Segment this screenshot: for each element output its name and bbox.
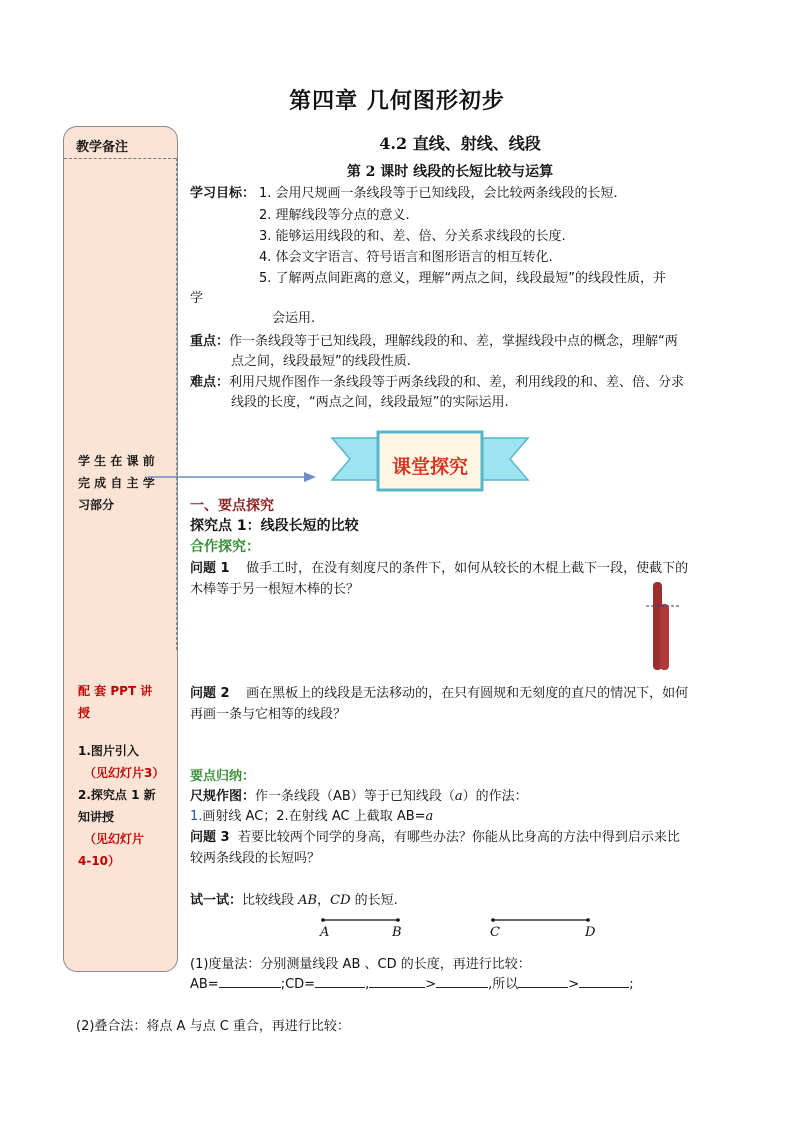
- column-divider: [176, 158, 177, 650]
- point-c-label: C: [490, 925, 500, 940]
- answer-blank[interactable]: [219, 974, 281, 988]
- method-measure: (1)度量法：分别测量线段 AB 、CD 的长度，再进行比较：: [190, 957, 531, 972]
- segment-cd: [488, 915, 598, 925]
- key-point: [190, 330, 678, 349]
- blank-label: ,所以: [488, 977, 519, 992]
- key-point-text: 作一条线段等于已知线段，理解线段的和、差，掌握线段中点的概念，理解“两: [229, 334, 678, 349]
- summary-heading: 要点归纳：: [190, 769, 256, 784]
- method-measure-blanks: [190, 973, 634, 992]
- sidebar-item-line: 1.图片引入: [78, 744, 139, 758]
- construction-label: 尺规作图：: [190, 789, 256, 804]
- sidebar-ppt-line: 授: [78, 706, 91, 720]
- chapter-title: 第四章 几何图形初步: [289, 88, 505, 114]
- answer-blank[interactable]: [436, 974, 488, 988]
- construction-text: ）的作法：: [462, 789, 528, 804]
- question-2: [190, 682, 688, 701]
- lesson-title: 第 2 课时 线段的长短比较与运算: [346, 164, 554, 180]
- sidebar-note-line: 学 生 在 课 前: [78, 454, 155, 468]
- sidebar-ppt-item-1: [78, 740, 164, 784]
- point-b-label: B: [392, 925, 402, 940]
- question-2-label: 问题 2: [190, 686, 230, 701]
- goal-item: 3. 能够运用线段的和、差、倍、分关系求线段的长度.: [259, 229, 566, 244]
- sidebar-divider: [64, 158, 176, 159]
- sidebar-item-line: 知讲授: [78, 810, 115, 824]
- arrow-icon: [148, 470, 318, 484]
- sidebar-item-line: （见幻灯片3）: [84, 766, 165, 780]
- try-label: 试一试：: [190, 893, 243, 908]
- section-title: 4.2 直线、射线、线段: [379, 134, 541, 153]
- answer-blank[interactable]: [579, 974, 629, 988]
- construction-method: [190, 785, 528, 804]
- goal-item: 2. 理解线段等分点的意义.: [259, 208, 410, 223]
- blank-label: ,: [365, 977, 370, 992]
- question-3: [190, 826, 680, 845]
- answer-blank[interactable]: [315, 974, 365, 988]
- try-text: 比较线段: [242, 893, 299, 908]
- wooden-sticks-icon: [644, 578, 684, 672]
- method-overlap: (2)叠合法：将点 A 与点 C 重合，再进行比较：: [76, 1019, 350, 1034]
- construction-steps: [190, 805, 433, 824]
- question-3-text: 较两条线段的长短吗？: [190, 851, 321, 866]
- point-d-label: D: [585, 925, 596, 940]
- sidebar-item-line: （见幻灯片: [84, 832, 145, 846]
- sidebar-ppt-title: [78, 680, 152, 724]
- construction-text: 作一条线段（AB）等于已知线段（: [255, 789, 455, 804]
- goal-wrap: 会运用.: [272, 311, 316, 326]
- construction-var: a: [454, 789, 463, 804]
- answer-blank[interactable]: [518, 974, 568, 988]
- sidebar-note-self-study: [78, 450, 155, 516]
- construction-step: 画射线 AC；2.在射线 AC 上截取 AB=: [202, 809, 426, 824]
- difficult-point: [190, 371, 684, 390]
- goal-item: 5. 了解两点间距离的意义，理解“两点之间，线段最短”的线段性质，并: [259, 271, 667, 286]
- key-point-text: 点之间，线段最短”的线段性质.: [231, 354, 411, 369]
- question-1: [190, 557, 688, 576]
- sidebar-item-line: 4-10）: [78, 854, 121, 868]
- sidebar-note-line: 习部分: [78, 498, 115, 512]
- part-heading: 一、要点探究: [190, 498, 274, 514]
- question-2-text: 画在黑板上的线段是无法移动的，在只有圆规和无刻度的直尺的情况下，如何: [246, 686, 689, 701]
- difficult-point-label: 难点：: [190, 375, 230, 390]
- goal-wrap: 学: [190, 291, 204, 306]
- question-1-text: 木棒等于另一根短木棒的长？: [190, 582, 360, 597]
- question-1-text: 做手工时，在没有刻度尺的条件下，如何从较长的木棍上截下一段，使截下的: [246, 561, 689, 576]
- question-2-text: 再画一条与它相等的线段？: [190, 707, 347, 722]
- sidebar-ppt-line: 配 套 PPT 讲: [78, 684, 153, 698]
- key-point-label: 重点：: [190, 334, 230, 349]
- sidebar-header: 教学备注: [76, 140, 129, 155]
- goals-label: 学习目标：: [190, 186, 256, 201]
- coop-heading: 合作探究：: [190, 539, 260, 555]
- probe-heading: 探究点 1：线段长短的比较: [190, 518, 359, 534]
- goal-item: 1. 会用尺规画一条线段等于已知线段，会比较两条线段的长短.: [259, 186, 618, 201]
- blank-label: ;CD=: [280, 977, 316, 992]
- try-it: [190, 889, 398, 908]
- blank-label: >: [568, 977, 580, 992]
- sidebar-note-line: 完 成 自 主 学: [78, 476, 155, 490]
- question-3-text: 若要比较两个同学的身高，有哪些办法？你能从比身高的方法中得到启示来比: [237, 830, 680, 845]
- segment-ab: [318, 915, 408, 925]
- blank-label: ;: [629, 977, 634, 992]
- try-text: 的长短.: [350, 893, 398, 908]
- sidebar-ppt-item-2: [78, 784, 156, 872]
- blank-label: >: [425, 977, 437, 992]
- try-text: ，: [317, 893, 331, 908]
- point-a-label: A: [320, 925, 330, 940]
- segment-ab-label: AB: [298, 893, 318, 908]
- sidebar-item-line: 2.探究点 1 新: [78, 788, 156, 802]
- segment-cd-label: CD: [330, 893, 351, 908]
- construction-var: a: [425, 809, 434, 824]
- difficult-point-text: 利用尺规作图作一条线段等于两条线段的和、差，利用线段的和、差、倍、分求: [229, 375, 685, 390]
- goal-item: 4. 体会文字语言、符号语言和图形语言的相互转化.: [259, 250, 553, 265]
- difficult-point-text: 线段的长度，“两点之间，线段最短”的实际运用.: [231, 395, 509, 410]
- question-1-label: 问题 1: [190, 561, 230, 576]
- question-3-label: 问题 3: [190, 830, 230, 845]
- blank-label: AB=: [190, 977, 219, 992]
- answer-blank[interactable]: [369, 974, 425, 988]
- step-number: 1.: [190, 809, 203, 824]
- banner-text: 课堂探究: [391, 456, 468, 478]
